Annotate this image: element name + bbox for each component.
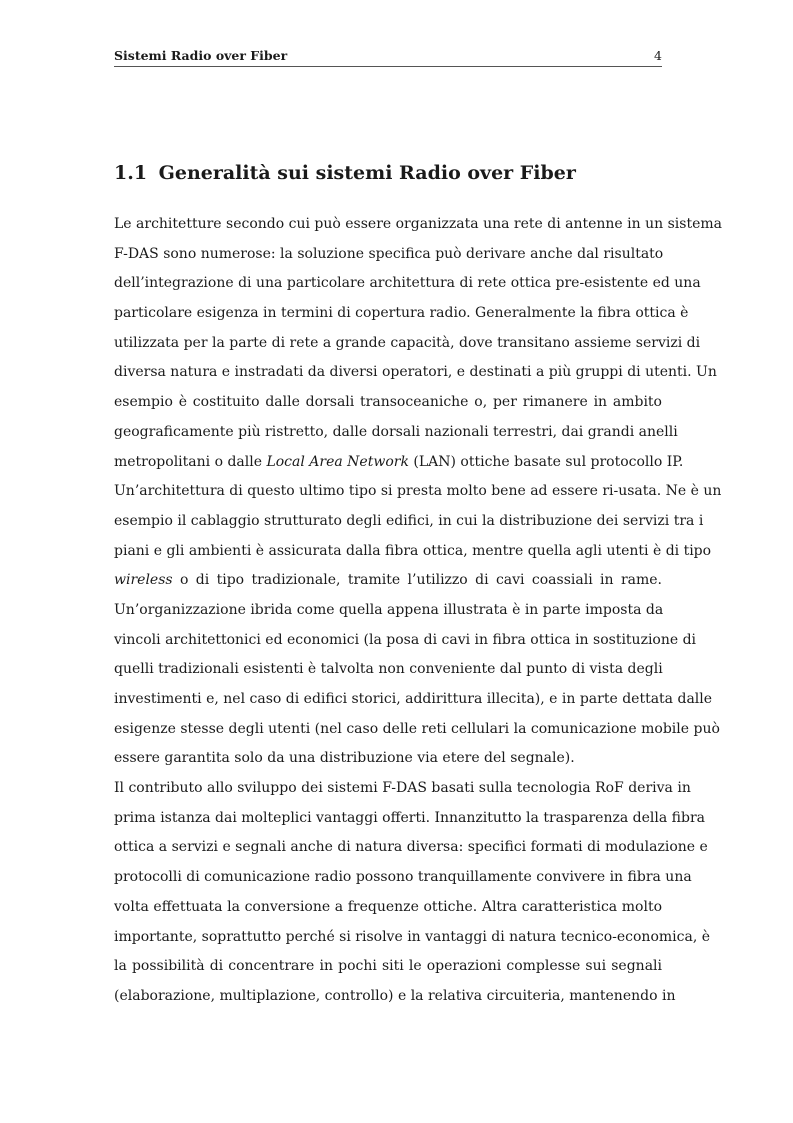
text-line: Un’architettura di questo ultimo tipo si presta molto bene ad essere ri-usata. Ne è un xyxy=(114,483,722,500)
section-number: 1.1 xyxy=(114,162,148,184)
text-line: quelli tradizionali esistenti è talvolta non conveniente dal punto di vista degli xyxy=(114,661,663,678)
page-number: 4 xyxy=(654,48,662,63)
emphasis-term: Local Area Network xyxy=(266,453,409,470)
text-line: geograficamente più ristretto, dalle dorsali nazionali terrestri, dai grandi anelli xyxy=(114,423,678,440)
text-line: Il contributo allo sviluppo dei sistemi F-DAS basati sulla tecnologia RoF deriva in xyxy=(114,780,691,797)
text-line-wireless xyxy=(114,566,662,596)
text-line: protocolli di comunicazione radio possono tranquillamente convivere in fibra una xyxy=(114,869,692,886)
section-heading xyxy=(114,160,662,186)
text-line: essere garantita solo da una distribuzione via etere del segnale). xyxy=(114,750,575,767)
text-line: diversa natura e instradati da diversi operatori, e destinati a più gruppi di utenti. Un xyxy=(114,364,717,381)
text-line: esempio è costituito dalle dorsali transoceaniche o, per rimanere in ambito xyxy=(114,394,662,411)
text-line-lan xyxy=(114,448,684,478)
text-fragment: (LAN) ottiche basate sul protocollo IP. xyxy=(408,453,684,470)
running-title: Sistemi Radio over Fiber xyxy=(114,48,288,63)
text-line: la possibilità di concentrare in pochi siti le operazioni complesse sui segnali xyxy=(114,958,662,975)
text-line: prima istanza dai molteplici vantaggi offerti. Innanzitutto la trasparenza della fibra xyxy=(114,809,705,826)
text-line: particolare esigenza in termini di copertura radio. Generalmente la fibra ottica è xyxy=(114,305,689,322)
text-fragment: o di tipo tradizionale, tramite l’utilizzo di cavi coassiali in rame. xyxy=(172,572,662,589)
text-line: utilizzata per la parte di rete a grande capacità, dove transitano assieme servizi di xyxy=(114,334,701,351)
text-line: F-DAS sono numerose: la soluzione specifica può derivare anche dal risultato xyxy=(114,245,664,262)
text-line: vincoli architettonici ed economici (la posa di cavi in fibra ottica in sostituzione di xyxy=(114,631,697,648)
text-line: esempio il cablaggio strutturato degli edifici, in cui la distribuzione dei servizi tra i xyxy=(114,512,704,529)
section-title: Generalità sui sistemi Radio over Fiber xyxy=(158,162,576,184)
text-line: importante, soprattutto perché si risolve in vantaggi di natura tecnico-economica, è xyxy=(114,928,710,945)
text-line: dell’integrazione di una particolare architettura di rete ottica pre-esistente ed una xyxy=(114,275,701,292)
text-line: esigenze stesse degli utenti (nel caso delle reti cellulari la comunicazione mobile può xyxy=(114,720,720,737)
text-line: piani e gli ambienti è assicurata dalla fibra ottica, mentre quella agli utenti è di tipo xyxy=(114,542,712,559)
text-line: volta effettuata la conversione a frequenze ottiche. Altra caratteristica molto xyxy=(114,898,662,915)
text-line: ottica a servizi e segnali anche di natura diversa: specifici formati di modulazione e xyxy=(114,839,708,856)
text-line: investimenti e, nel caso di edifici storici, addirittura illecita), e in parte dettata dalle xyxy=(114,691,713,707)
text-line: Le architetture secondo cui può essere organizzata una rete di antenne in un sistema xyxy=(114,216,722,232)
running-header xyxy=(114,48,662,67)
text-line: (elaborazione, multiplazione, controllo) e la relativa circuiteria, mantenendo in xyxy=(114,987,676,1004)
text-fragment: metropolitani o dalle xyxy=(114,453,267,470)
text-line: Un’organizzazione ibrida come quella appena illustrata è in parte imposta da xyxy=(114,601,664,618)
body-text xyxy=(114,210,722,1012)
emphasis-term: wireless xyxy=(114,572,173,589)
